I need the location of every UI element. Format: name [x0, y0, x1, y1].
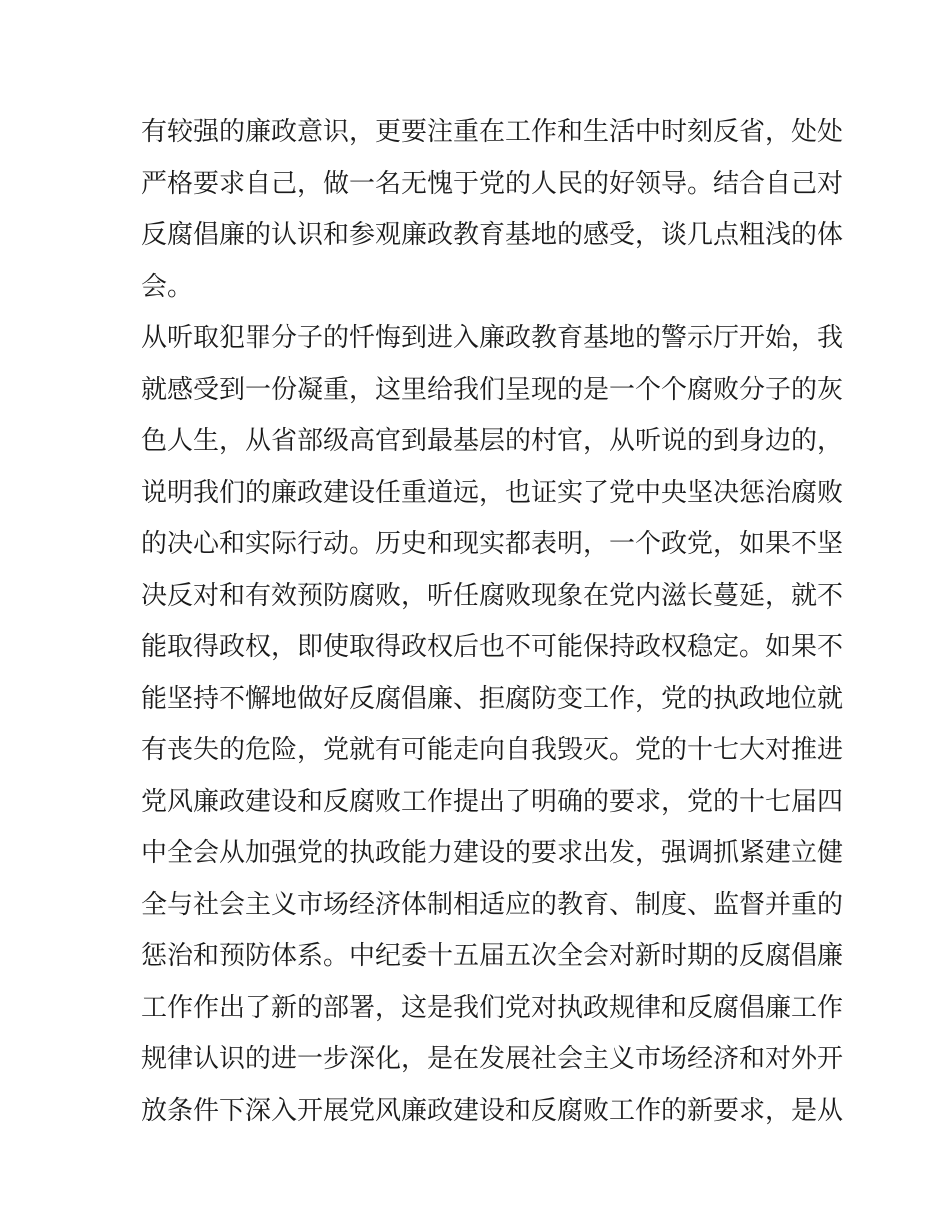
- text-line: 工作作出了新的部署，这是我们党对执政规律和反腐倡廉工作: [141, 992, 844, 1023]
- text-line: 决反对和有效预防腐败，听任腐败现象在党内滋长蔓延，就不: [141, 580, 844, 611]
- text-line: 就感受到一份凝重，这里给我们呈现的是一个个腐败分子的灰: [141, 374, 844, 405]
- text-line: 严格要求自己，做一名无愧于党的人民的好领导。结合自己对: [141, 168, 844, 199]
- text-line: 有丧失的危险，党就有可能走向自我毁灭。党的十七大对推进: [141, 735, 844, 765]
- body-text: [141, 107, 844, 1137]
- text-line: 反腐倡廉的认识和参观廉政教育基地的感受，谈几点粗浅的体: [141, 220, 844, 250]
- text-line: 说明我们的廉政建设任重道远，也证实了党中央坚决惩治腐败: [141, 477, 844, 508]
- text-line: 能坚持不懈地做好反腐倡廉、拒腐防变工作，党的执政地位就: [141, 683, 844, 714]
- text-line: 规律认识的进一步深化，是在发展社会主义市场经济和对外开: [141, 1044, 844, 1074]
- text-line: 中全会从加强党的执政能力建设的要求出发，强调抓紧建立健: [141, 838, 844, 868]
- text-line: 党风廉政建设和反腐败工作提出了明确的要求，党的十七届四: [141, 786, 844, 817]
- text-line: 放条件下深入开展党风廉政建设和反腐败工作的新要求，是从: [141, 1095, 844, 1126]
- text-line: 的决心和实际行动。历史和现实都表明，一个政党，如果不坚: [141, 529, 844, 559]
- text-line: 色人生，从省部级高官到最基层的村官，从听说的到身边的，: [141, 426, 844, 456]
- text-line: 会。: [141, 271, 194, 302]
- text-line: 能取得政权，即使取得政权后也不可能保持政权稳定。如果不: [141, 632, 844, 662]
- text-line: 全与社会主义市场经济体制相适应的教育、制度、监督并重的: [141, 889, 844, 920]
- text-line: 有较强的廉政意识，更要注重在工作和生活中时刻反省，处处: [141, 117, 844, 147]
- text-line: 从听取犯罪分子的忏悔到进入廉政教育基地的警示厅开始，我: [141, 323, 844, 353]
- text-line: 惩治和预防体系。中纪委十五届五次全会对新时期的反腐倡廉: [141, 941, 844, 971]
